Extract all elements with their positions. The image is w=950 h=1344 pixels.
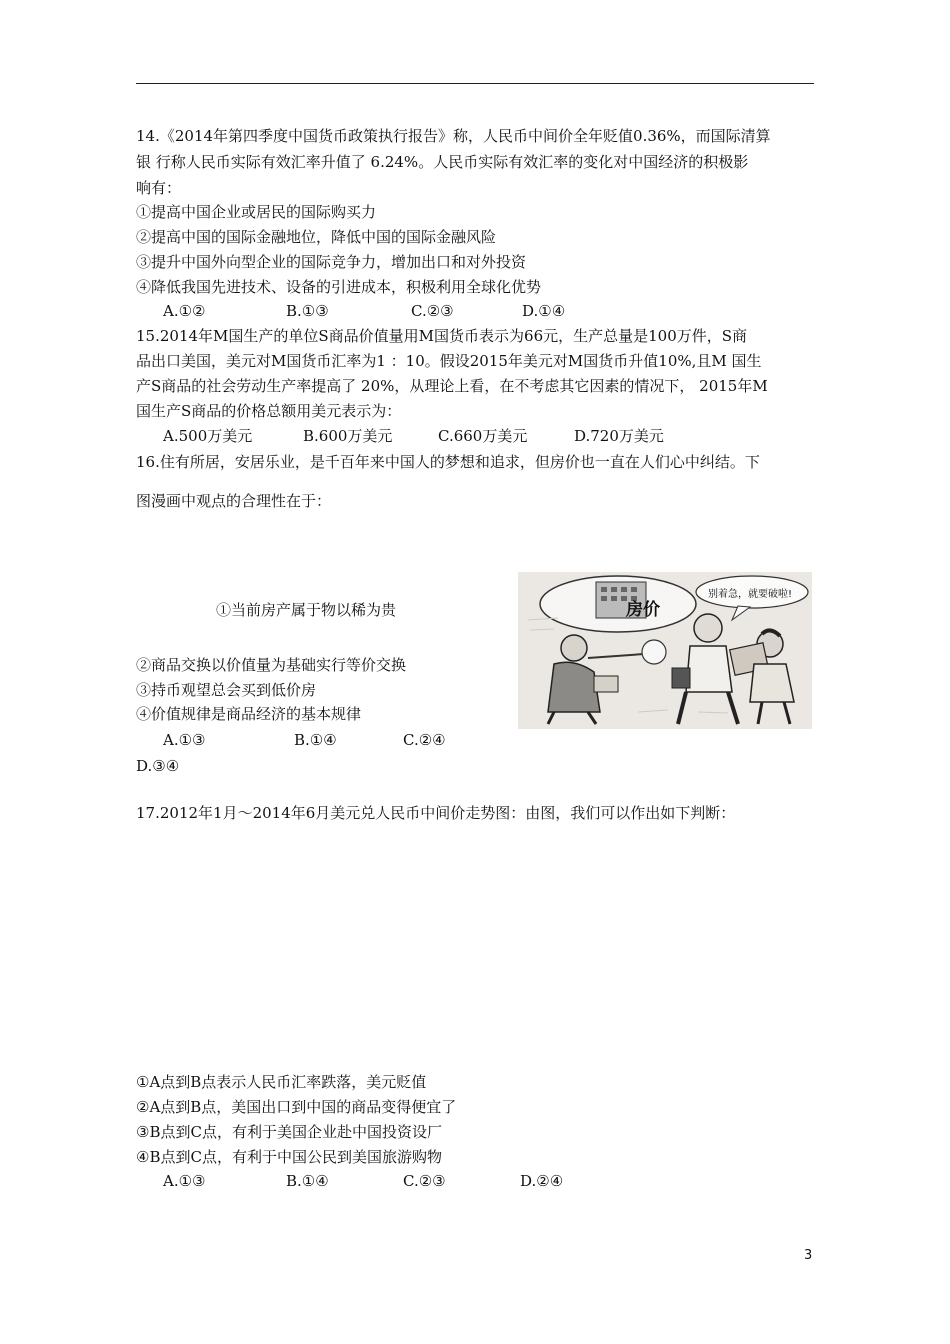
q14-stem-line-2: 银 行称人民币实际有效汇率升值了 6.24%。人民币实际有效汇率的变化对中国经济的积极影 (136, 153, 749, 171)
q15-stem-line-3: 产S商品的社会劳动生产率提高了 20%，从理论上看，在不考虑其它因素的情况下， 2015年M (136, 377, 768, 395)
q14-stem-line-1: 14.《2014年第四季度中国货币政策执行报告》称，人民币中间价全年贬值0.36%，而国际清算 (136, 127, 771, 145)
q16-item-4: ④价值规律是商品经济的基本规律 (136, 705, 362, 723)
q15-option-c: C.660万美元 (438, 427, 528, 445)
q17-item-4: ④B点到C点，有利于中国公民到美国旅游购物 (136, 1148, 442, 1166)
q17-option-b: B.①④ (286, 1172, 329, 1190)
q16-option-d: D.③④ (136, 757, 180, 775)
q15-stem-line-2: 品出口美国，美元对M国货币汇率为1 ：10。假设2015年美元对M国货币升值10%,且M 国生 (136, 352, 762, 370)
q15-option-a: A.500万美元 (163, 427, 253, 445)
q17-item-3: ③B点到C点，有利于美国企业赴中国投资设厂 (136, 1123, 442, 1141)
q17-option-a: A.①③ (163, 1172, 206, 1190)
q17-stem-line-1: 17.2012年1月～2014年6月美元兑人民币中间价走势图：由图，我们可以作出如下判断： (136, 804, 736, 822)
house-price-cartoon (518, 572, 812, 729)
q17-option-d: D.②④ (520, 1172, 564, 1190)
q16-option-c: C.②④ (403, 731, 446, 749)
q16-stem-line-2: 图漫画中观点的合理性在于： (136, 492, 332, 510)
q14-stem-line-3: 响有： (136, 179, 182, 197)
cartoon-sign-text: 房价 (626, 600, 660, 620)
q14-item-3: ③提升中国外向型企业的国际竞争力，增加出口和对外投资 (136, 253, 527, 271)
q14-option-b: B.①③ (286, 302, 329, 320)
q15-stem-line-4: 国生产S商品的价格总额用美元表示为： (136, 402, 402, 420)
q16-item-2: ②商品交换以价值量为基础实行等价交换 (136, 656, 407, 674)
q15-option-b: B.600万美元 (303, 427, 393, 445)
page-number: 3 (804, 1248, 813, 1263)
cartoon-drawing (518, 572, 812, 729)
q16-option-a: A.①③ (163, 731, 206, 749)
q16-option-b: B.①④ (294, 731, 337, 749)
q14-item-2: ②提高中国的国际金融地位，降低中国的国际金融风险 (136, 228, 497, 246)
q16-item-3: ③持币观望总会买到低价房 (136, 681, 317, 699)
q16-stem-line-1: 16.住有所居，安居乐业，是千百年来中国人的梦想和追求，但房价也一直在人们心中纠结。下 (136, 453, 760, 471)
q14-item-1: ①提高中国企业或居民的国际购买力 (136, 203, 377, 221)
q17-option-c: C.②③ (403, 1172, 446, 1190)
q17-item-2: ②A点到B点，美国出口到中国的商品变得便宜了 (136, 1098, 457, 1116)
q15-stem-line-1: 15.2014年M国生产的单位S商品价值量用M国货币表示为66元，生产总量是100万件，S商 (136, 327, 748, 345)
q14-option-a: A.①② (163, 302, 206, 320)
q14-option-c: C.②③ (411, 302, 454, 320)
q14-option-d: D.①④ (522, 302, 566, 320)
q15-option-d: D.720万美元 (574, 427, 664, 445)
q17-item-1: ①A点到B点表示人民币汇率跌落，美元贬值 (136, 1073, 427, 1091)
q16-item-1: ①当前房产属于物以稀为贵 (216, 601, 397, 619)
q14-item-4: ④降低我国先进技术、设备的引进成本，积极利用全球化优势 (136, 278, 542, 296)
cartoon-bubble-text: 别着急，就要破啦! (708, 589, 793, 600)
header-rule (136, 83, 814, 84)
